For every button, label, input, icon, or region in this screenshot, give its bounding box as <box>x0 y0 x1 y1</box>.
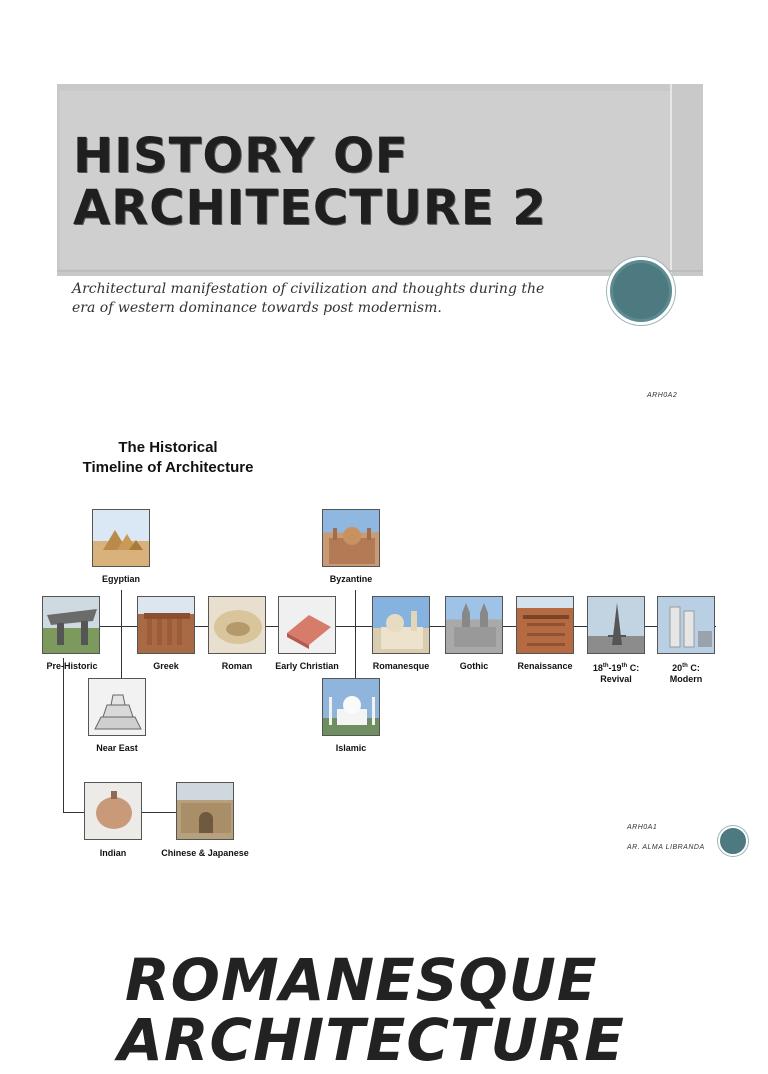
temple-icon <box>138 597 196 655</box>
title-slide <box>0 0 768 410</box>
modern-century: 20 <box>672 663 683 673</box>
timeline-title <box>68 438 268 478</box>
chinese-japanese-image <box>176 782 234 840</box>
modern-label <box>650 661 722 685</box>
greek-label: Greek <box>153 661 179 671</box>
timeline-slide <box>0 410 768 880</box>
architecture-title: ARCHITECTURE <box>118 1006 625 1074</box>
eiffel-tower-icon <box>588 597 646 655</box>
revival-c: C: <box>627 663 640 673</box>
byzantine-image <box>322 509 380 567</box>
modern-image <box>657 596 715 654</box>
romanesque-label: Romanesque <box>372 661 430 671</box>
prehistoric-down-connector <box>63 658 64 813</box>
revival-sup2: th <box>621 663 628 669</box>
timeline-title-line2: Timeline of Architecture <box>82 459 254 476</box>
romanesque-title: ROMANESQUE <box>125 946 598 1014</box>
main-title <box>73 130 547 234</box>
indian-label: Indian <box>99 848 127 858</box>
byzantine-islamic-connector <box>355 590 356 678</box>
islamic-label: Islamic <box>335 743 367 753</box>
dolmen-icon <box>43 597 101 655</box>
chinese-japanese-label: Chinese & Japanese <box>161 848 249 858</box>
palazzo-icon <box>517 597 575 655</box>
revival-century-start: 18 <box>592 663 603 673</box>
roman-label: Roman <box>221 661 253 671</box>
renaissance-image <box>516 596 574 654</box>
band-bottom-line <box>57 270 703 272</box>
revival-name: Revival <box>600 674 632 684</box>
colosseum-icon <box>209 597 267 655</box>
revival-label <box>577 661 655 685</box>
subtitle: Architectural manifestation of civilization and thoughts during the era of western dominance towards post modernism. <box>72 281 545 316</box>
revival-century-end: -19 <box>608 663 622 673</box>
romanesque-church-icon <box>373 597 431 655</box>
gothic-cathedral-icon <box>446 597 504 655</box>
decorative-circle <box>607 257 675 325</box>
gothic-label: Gothic <box>459 661 489 671</box>
revival-image <box>587 596 645 654</box>
ziggurat-icon <box>89 679 147 737</box>
decorative-circle <box>718 826 748 856</box>
basilica-icon <box>279 597 337 655</box>
main-title-line2: ARCHITECTURE 2 <box>73 180 547 236</box>
prehistoric-label: Pre-Historic <box>46 661 98 671</box>
romanesque-image <box>372 596 430 654</box>
egyptian-image <box>92 509 150 567</box>
pyramid-icon <box>93 510 151 568</box>
main-title-line1: HISTORY OF <box>73 128 409 184</box>
romanesque-slide <box>0 880 768 1074</box>
egyptian-label: Egyptian <box>101 574 140 584</box>
band-divider <box>670 84 672 276</box>
gothic-image <box>445 596 503 654</box>
greek-image <box>137 596 195 654</box>
indian-image <box>84 782 142 840</box>
byzantine-label: Byzantine <box>329 574 373 584</box>
egypt-neareast-connector <box>121 590 122 678</box>
course-code: ARH0A1 <box>627 824 658 831</box>
taj-mahal-icon <box>323 679 381 737</box>
islamic-image <box>322 678 380 736</box>
modern-c: C: <box>687 663 700 673</box>
revival-sup1: th <box>602 663 609 669</box>
course-code: ARH0A2 <box>647 392 678 399</box>
near-east-label: Near East <box>96 743 138 753</box>
stupa-icon <box>85 783 143 841</box>
early-christian-label: Early Christian <box>275 661 339 671</box>
early-christian-image <box>278 596 336 654</box>
near-east-image <box>88 678 146 736</box>
roman-image <box>208 596 266 654</box>
renaissance-label: Renaissance <box>517 661 573 671</box>
instructor-name: AR. ALMA LIBRANDA <box>627 844 705 851</box>
great-wall-icon <box>177 783 235 841</box>
prehistoric-image <box>42 596 100 654</box>
twin-towers-icon <box>658 597 716 655</box>
timeline-title-line1: The Historical <box>118 439 218 456</box>
modern-name: Modern <box>669 674 703 684</box>
modern-sup: th <box>682 663 688 669</box>
cathedral-icon <box>323 510 381 568</box>
